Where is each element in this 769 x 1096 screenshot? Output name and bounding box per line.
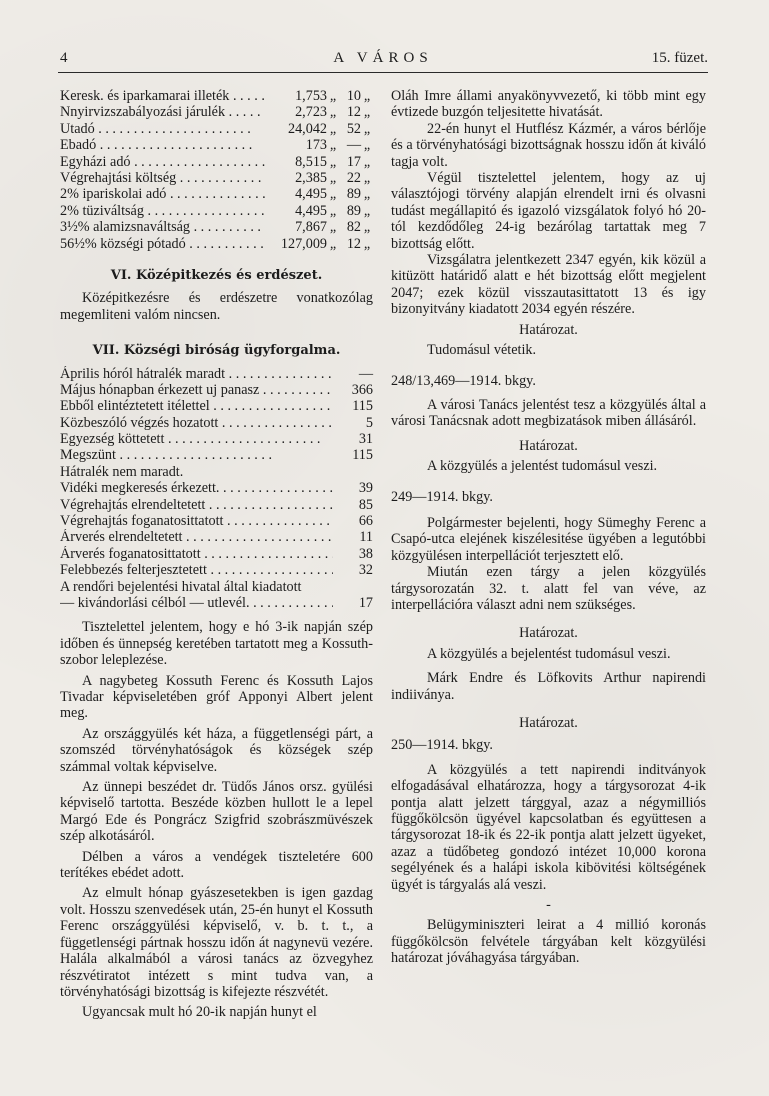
court-row: Ebből elintéztetett itélettel . . 115 — [60, 398, 373, 414]
tax-row: Végrehajtási költség . . 2,385 „ 22 „ — [60, 170, 373, 186]
tax-row: Utadó . . 24,042 „ 52 „ — [60, 121, 373, 137]
paragraph: Végül tisztelettel jelentem, hogy az uj választójogi törvény alapján elrendelt irni és olvasni tudást megállapitó és igazoló vizsgálatok folyó hó 20-tól kezdődőleg 24-ig bezárólag tartattak meg 7 bizottság előtt. — [391, 170, 706, 252]
paragraph: Márk Endre és Löfkovits Arthur napirendi indiiványa. — [391, 670, 706, 703]
decision-text: A közgyülés a bejelentést tudomásul veszi. — [427, 645, 671, 662]
tax-row: 2% tüziváltság . . 4,495 „ 89 „ — [60, 203, 373, 219]
passport-row-line2: — kivándorlási célból — utlevél. . . 17 — [60, 595, 373, 611]
passport-row-line1: A rendőri bejelentési hivatal által kiadatott — [60, 578, 302, 595]
paragraph: Oláh Imre állami anyakönyvvezető, ki több mint egy évtizede buzgón teljesitette hivatását. — [391, 88, 706, 121]
court-row: Egyezség köttetett . . 31 — [60, 431, 373, 447]
paragraph: Vizsgálatra jelentkezett 2347 egyén, kik közül a kitüzött határidő alatt e hét bizottság előtt megjelent 2047; ezek közül visszautasittatott 13 és igy bizonyitvány kiadatott 2034 egyén részére. — [391, 252, 706, 318]
court-row: Közbeszóló végzés hozatott . . 5 — [60, 415, 373, 431]
paragraph: Ugyancsak mult hó 20-ik napján hunyt el — [82, 1004, 317, 1021]
decision-heading: Határozat. — [519, 437, 578, 454]
court-row: Május hónapban érkezett uj panasz . . 366 — [60, 382, 373, 398]
paragraph: 22-én hunyt el Hutflész Kázmér, a város bérlője és a törvényhatósági bizottságnak hosszu időn át kiváló tagja volt. — [391, 120, 706, 170]
separator: - — [546, 897, 551, 914]
paragraph: Tisztelettel jelentem, hogy e hó 3-ik napján szép időben és ünnepség keretében tartatott meg a Kossuth-szobor leleplezése. — [60, 619, 373, 669]
paragraph: Az elmult hónap gyászesetekben is igen gazdag volt. Hosszu szenvedések után, 25-én hunyt el Kossuth Ferenc országgyülési képviselő, v. b. t. t., a függetlenségi pártnak hosszu időn át nagynevü vezére. Halála alkalmából a városi tanács az özvegyhez részvétiratot intézett s mint tudva van, a törvényhatósági bizottság is kifejezte részvétét. — [60, 885, 373, 1000]
journal-title: A VÁROS — [333, 50, 433, 66]
decision-text: Tudomásul vétetik. — [427, 342, 537, 359]
court-row: Végrehajtás foganatosittatott . . 66 — [60, 513, 373, 529]
tax-row: Egyházi adó . . 8,515 „ 17 „ — [60, 154, 373, 170]
tax-row: Ebadó . . 173 „ — „ — [60, 137, 373, 153]
issue-number: 15. füzet. — [651, 50, 708, 66]
paragraph: Délben a város a vendégek tiszteletére 600 terítékes ebédet adott. — [60, 848, 373, 882]
court-row: Árverés foganatosittatott . . 38 — [60, 546, 373, 562]
tax-row: 56½% községi pótadó . . 127,009 „ 12 „ — [60, 236, 373, 252]
tax-row: Keresk. és iparkamarai illeték . . 1,753 „ 10 „ — [60, 88, 373, 104]
court-row: Felebbezés felterjesztetett . . 32 — [60, 562, 373, 578]
court-row: Hátralék nem maradt. — [60, 463, 184, 480]
reference-number: 248/13,469—1914. bkgy. — [391, 372, 536, 389]
court-row: Április hóról hátralék maradt . . — — [60, 366, 373, 382]
court-row: Vidéki megkeresés érkezett. . . 39 — [60, 480, 373, 496]
section-heading-vi: VI. Középitkezés és erdészet. — [110, 267, 323, 283]
tax-row: 3½% alamizsnaváltság . . 7,867 „ 82 „ — [60, 219, 373, 235]
paragraph: Miután ezen tárgy a jelen közgyülés tárgysorozatán 32. t. alatt fel van véve, az interpellációra választ adni nem szükséges. — [391, 564, 706, 613]
court-row: Megszünt . . 115 — [60, 447, 373, 463]
decision-heading: Határozat. — [519, 625, 578, 642]
paragraph: Belügyminiszteri leirat a 4 millió koronás függőkölcsön felvétele tárgyában kelt közgyülési határozat jóváhagyása tárgyában. — [391, 917, 706, 967]
section-vi-text: Középitkezésre és erdészetre vonatkozólag megemliteni valóm nincsen. — [60, 290, 373, 323]
reference-number: 249—1914. bkgy. — [391, 488, 493, 505]
paragraph: A városi Tanács jelentést tesz a közgyülés által a városi Tanácsnak adott megbizatások miben állásáról. — [391, 396, 706, 430]
paragraph: Polgármester bejelenti, hogy Sümeghy Ferenc a Csapó-utca elejének kiszélesitése ügyében a legutóbbi közgyülésen interpellációt terjesztett elő. — [391, 514, 706, 564]
header-rule — [58, 72, 708, 73]
running-header — [58, 50, 708, 70]
page-number: 4 — [60, 50, 68, 66]
right-column — [391, 88, 706, 967]
reference-number: 250—1914. bkgy. — [391, 737, 493, 754]
court-row: Árverés elrendeltetett . . 11 — [60, 529, 373, 545]
paragraph: A közgyülés a tett napirendi inditványok elfogadásával elhatározza, hogy a tárgysorozat 4-ik pontja alatt jelzett tárggyal, azaz a négymilliós függőkölcsön ügyével kapcsolatban és együttesen a tárgysorozat 18-ik és 22-ik pontja alatt jelzett ügyeket, azaz a tüdőbeteg gondozó intézet 10,000 korona segélyének és a halápi iskola kibövitési költségének ügyét is tárgyalás alá veszi. — [391, 761, 706, 893]
paragraph: Az országgyülés két háza, a függetlenségi párt, a szomszéd törvényhatóságok és községek szép számmal voltak képviselve. — [60, 725, 373, 775]
court-table — [60, 366, 373, 612]
paragraph: Az ünnepi beszédet dr. Tüdős János orsz. gyülési képviselő tartotta. Beszéde közben hullott le a lepel Margó Ede és Pongrácz Szigfrid szobrászmüvészek szép alkotásáról. — [60, 779, 373, 845]
left-column — [60, 88, 373, 1021]
tax-table — [60, 88, 373, 252]
paragraph: A nagybeteg Kossuth Ferenc és Kossuth Lajos Tivadar képviseletében gróf Apponyi Albert jelent meg. — [60, 672, 373, 722]
court-row: Végrehajtás elrendeltetett . . 85 — [60, 497, 373, 513]
tax-row: 2% ipariskolai adó . . 4,495 „ 89 „ — [60, 186, 373, 202]
decision-heading: Határozat. — [519, 715, 578, 731]
decision-heading: Határozat. — [519, 321, 578, 338]
decision-text: A közgyülés a jelentést tudomásul veszi. — [427, 458, 658, 475]
tax-row: Nnyirvizszabályozási járulék . . 2,723 „ 12 „ — [60, 104, 373, 120]
section-heading-vii: VII. Községi biróság ügyforgalma. — [92, 343, 341, 359]
